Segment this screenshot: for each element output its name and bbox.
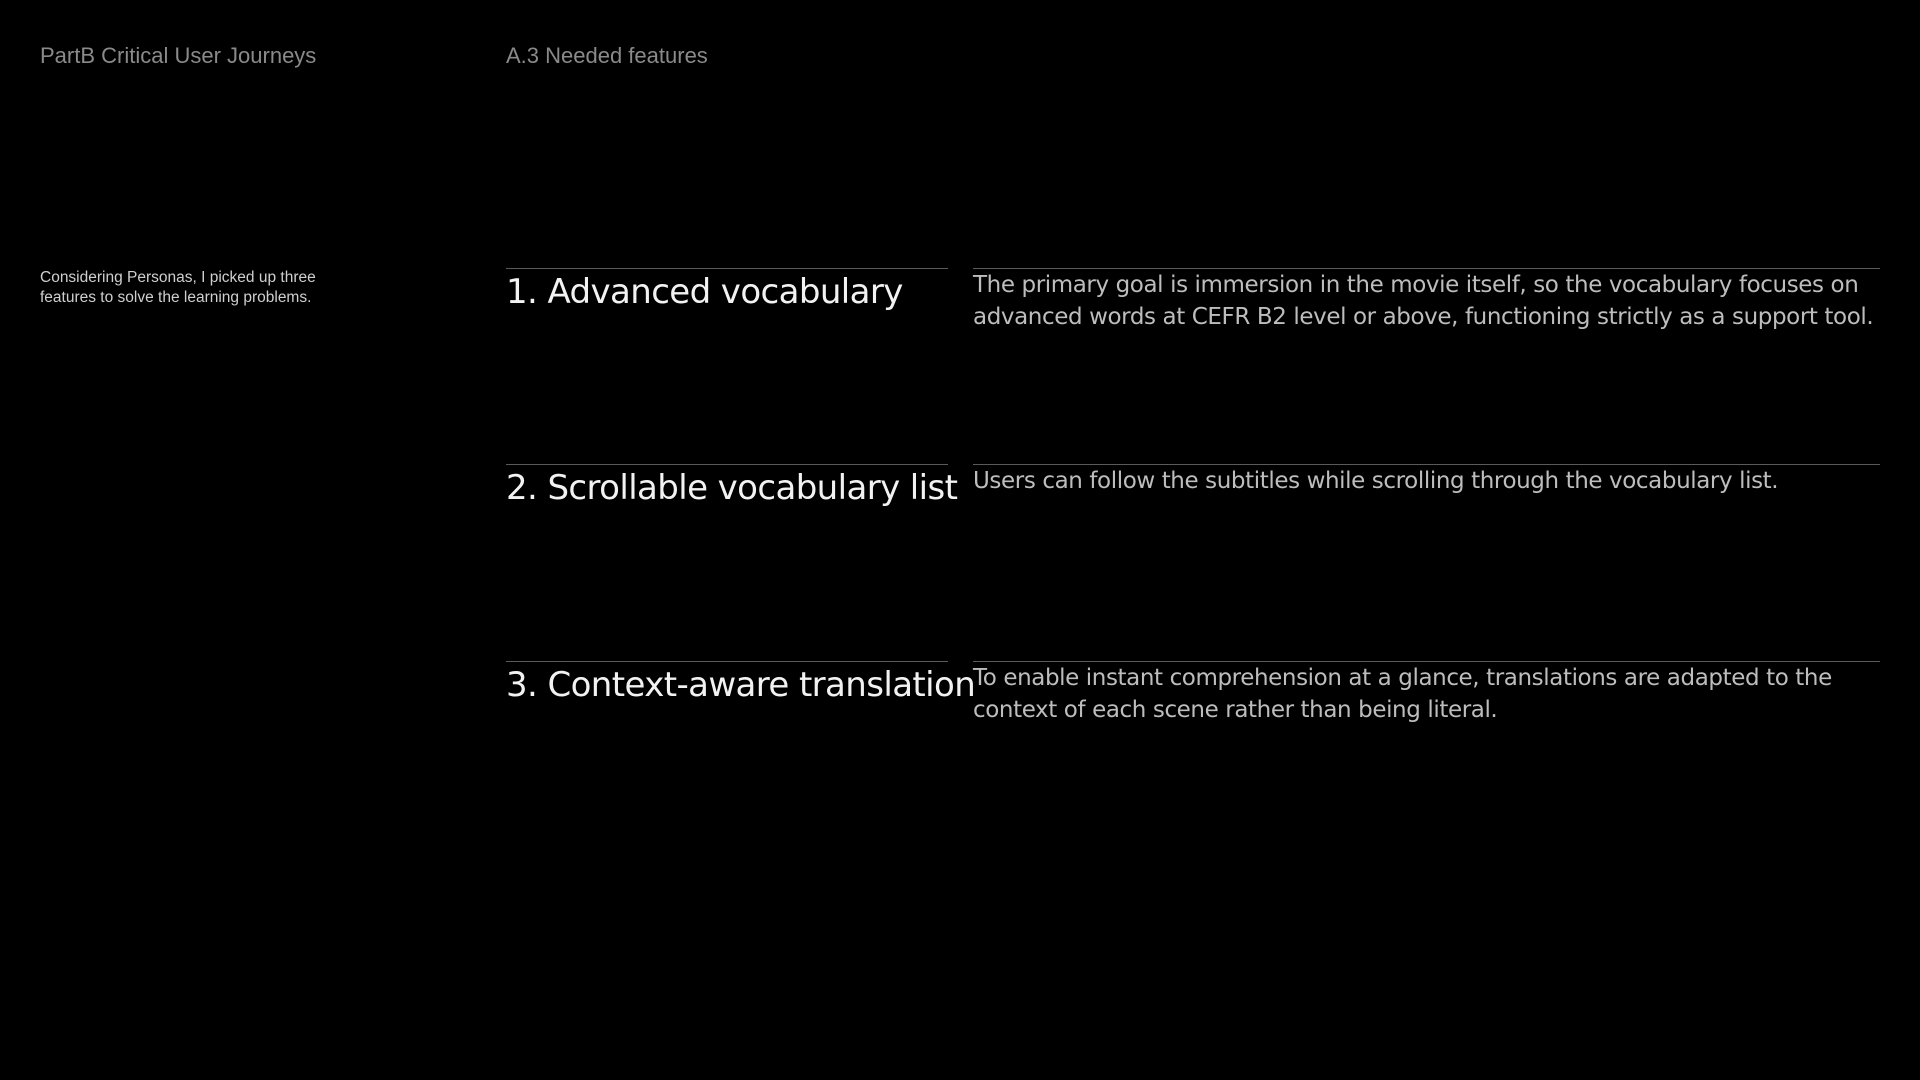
feature-title: 1. Advanced vocabulary bbox=[506, 272, 903, 312]
feature-row bbox=[506, 661, 1880, 821]
intro-note: Considering Personas, I picked up three features to solve the learning problems. bbox=[40, 269, 316, 306]
feature-row bbox=[506, 268, 1880, 428]
divider bbox=[506, 464, 948, 465]
divider bbox=[506, 661, 948, 662]
feature-title: 3. Context-aware translation bbox=[506, 665, 976, 705]
feature-description: The primary goal is immersion in the movie itself, so the vocabulary focuses on advanced words at CEFR B2 level or above, functioning strictly as a support tool. bbox=[973, 272, 1874, 330]
divider bbox=[506, 268, 948, 269]
section-label: PartB Critical User Journeys bbox=[40, 43, 317, 68]
feature-title: 2. Scrollable vocabulary list bbox=[506, 468, 958, 508]
feature-description: To enable instant comprehension at a glance, translations are adapted to the context of each scene rather than being literal. bbox=[973, 665, 1832, 723]
feature-row bbox=[506, 464, 1880, 624]
feature-description: Users can follow the subtitles while scrolling through the vocabulary list. bbox=[973, 468, 1779, 494]
subsection-label: A.3 Needed features bbox=[506, 43, 708, 68]
